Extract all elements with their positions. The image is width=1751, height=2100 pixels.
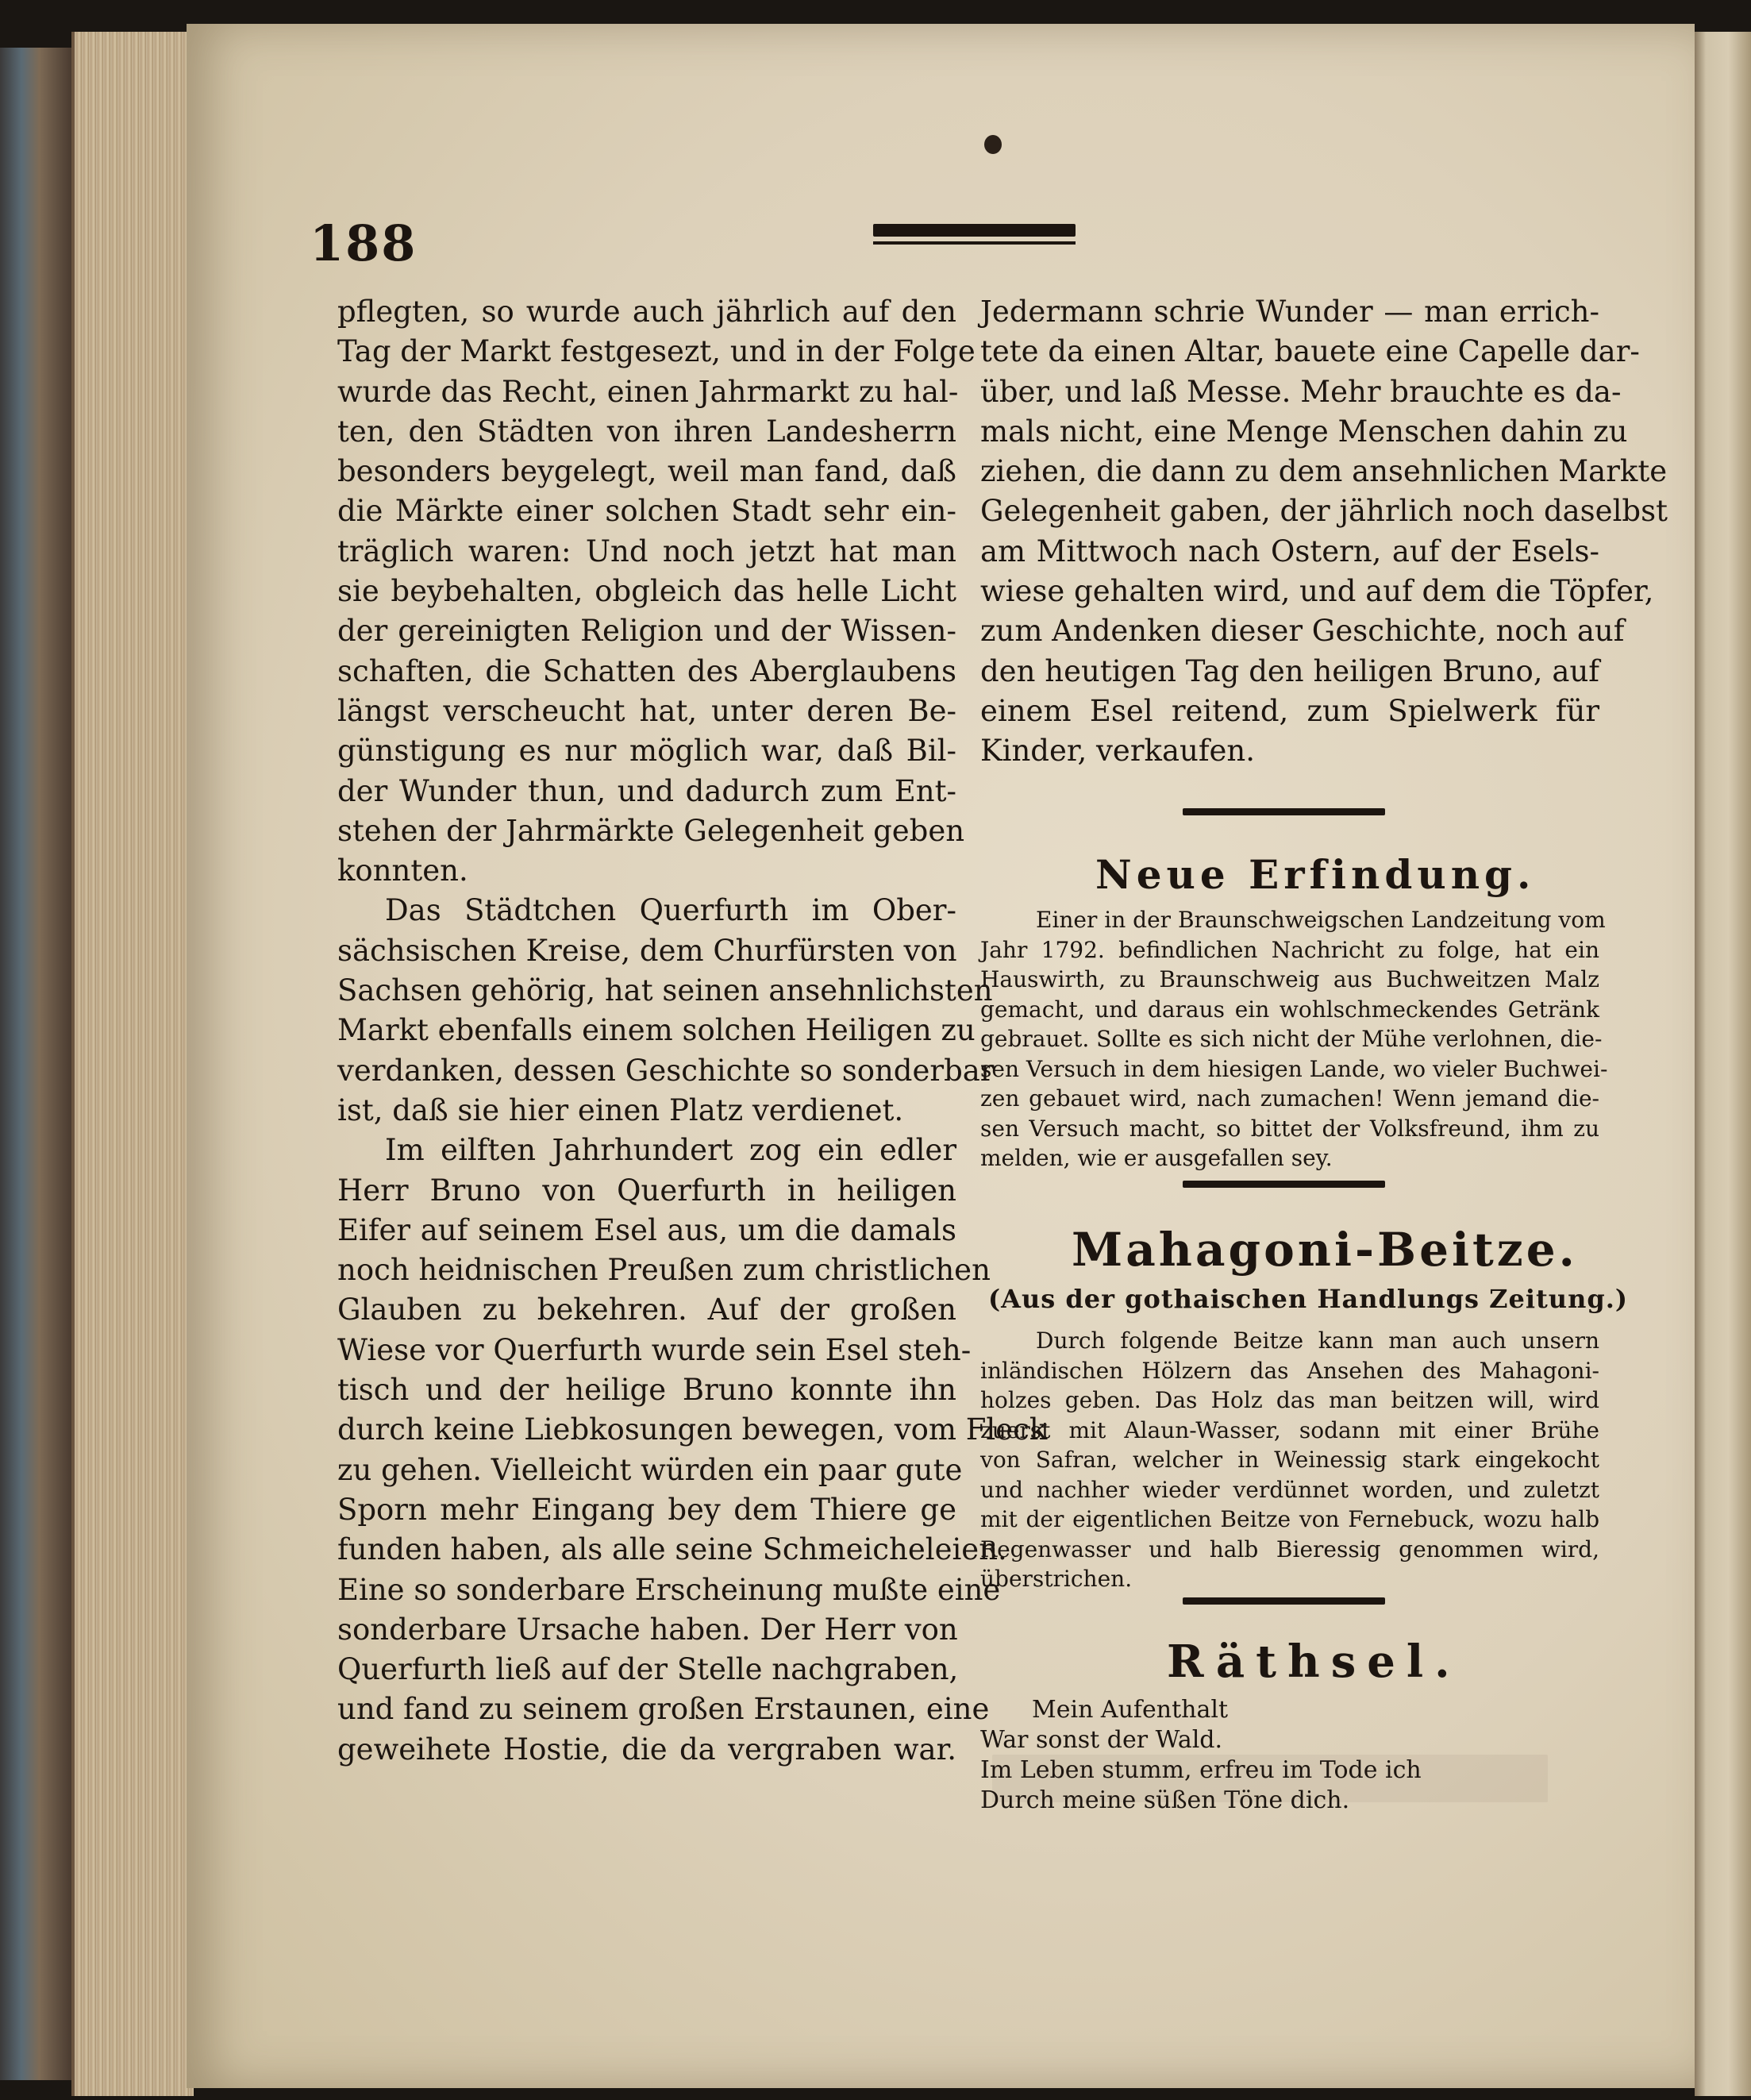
paragraph-start-line: Im eilften Jahrhundert zog ein edler bbox=[385, 1133, 956, 1168]
paragraph-start-line: Das Städtchen Querfurth im Ober- bbox=[385, 893, 956, 928]
text-line: längst verscheucht hat, unter deren Be- bbox=[337, 693, 956, 728]
text-line: gebrauet. Sollte es sich nicht der Mühe verlohnen, die- bbox=[980, 1026, 1603, 1052]
text-line: Sporn mehr Eingang bey dem Thiere ge bbox=[337, 1492, 956, 1527]
text-line: ist, daß sie hier einen Platz verdienet. bbox=[337, 1092, 904, 1127]
text-line: Sachsen gehörig, hat seinen ansehnlichsten bbox=[337, 973, 993, 1008]
text-line: wiese gehalten wird, und auf dem die Töpfer, bbox=[980, 574, 1654, 609]
ink-spot bbox=[984, 135, 1002, 154]
text-line: funden haben, als alle seine Schmeicheleien. bbox=[337, 1532, 1007, 1567]
text-line: Jedermann schrie Wunder — man errich- bbox=[980, 295, 1599, 329]
text-line: holzes geben. Das Holz das man beitzen will, wird bbox=[980, 1387, 1599, 1413]
text-line: durch keine Liebkosungen bewegen, vom Fleck bbox=[337, 1412, 1048, 1447]
page-number: 188 bbox=[310, 214, 418, 272]
text-line: zuerst mit Alaun-Wasser, sodann mit einer Brühe bbox=[980, 1416, 1599, 1443]
text-line: Eifer auf seinem Esel aus, um die damals bbox=[337, 1212, 956, 1247]
text-line: tete da einen Altar, bauete eine Capelle dar- bbox=[980, 334, 1640, 369]
section-separator bbox=[1183, 1181, 1385, 1188]
text-line: Querfurth ließ auf der Stelle nachgraben, bbox=[337, 1652, 959, 1687]
text-line: überstrichen. bbox=[980, 1566, 1133, 1592]
text-line: Gelegenheit gaben, der jährlich noch daselbst bbox=[980, 494, 1668, 529]
text-line: Tag der Markt festgesezt, und in der Folge bbox=[337, 334, 976, 369]
book-cover-edge bbox=[0, 48, 71, 2080]
text-line: sächsischen Kreise, dem Churfürsten von bbox=[337, 933, 957, 968]
text-line: sie beybehalten, obgleich das helle Licht bbox=[337, 574, 956, 609]
text-line: verdanken, dessen Geschichte so sonderbar bbox=[337, 1053, 995, 1088]
section-title-mahagoni-beitze: Mahagoni-Beitze. bbox=[1072, 1223, 1578, 1277]
text-line: Herr Bruno von Querfurth in heiligen bbox=[337, 1173, 956, 1208]
text-line: von Safran, welcher in Weinessig stark eingekocht bbox=[980, 1447, 1599, 1473]
text-line: ziehen, die dann zu dem ansehnlichen Markte bbox=[980, 454, 1668, 489]
text-line: den heutigen Tag den heiligen Bruno, auf bbox=[980, 653, 1599, 688]
text-line: besonders beygelegt, weil man fand, daß bbox=[337, 454, 956, 489]
text-line: mals nicht, eine Menge Menschen dahin zu bbox=[980, 414, 1628, 449]
text-line: wurde das Recht, einen Jahrmarkt zu hal- bbox=[337, 374, 959, 409]
section-title-raethsel: Räthsel. bbox=[1167, 1636, 1461, 1688]
text-line: inländischen Hölzern das Ansehen des Mahagoni- bbox=[980, 1357, 1599, 1384]
text-line: zum Andenken dieser Geschichte, noch auf bbox=[980, 614, 1625, 649]
text-line: ten, den Städten von ihren Landesherrn bbox=[337, 414, 956, 449]
text-line: Kinder, verkaufen. bbox=[980, 734, 1256, 769]
text-line: der gereinigten Religion und der Wissen- bbox=[337, 614, 956, 649]
section-title-neue-erfindung: Neue Erfindung. bbox=[1095, 851, 1536, 898]
text-line: über, und laß Messe. Mehr brauchte es da- bbox=[980, 374, 1622, 409]
text-line: zen gebauet wird, nach zumachen! Wenn jemand die- bbox=[980, 1085, 1599, 1112]
text-line: sen Versuch macht, so bittet der Volksfreund, ihm zu bbox=[980, 1115, 1599, 1142]
text-line: und nachher wieder verdünnet worden, und zuletzt bbox=[980, 1476, 1599, 1503]
text-line: tisch und der heilige Bruno konnte ihn bbox=[337, 1373, 956, 1408]
text-line: pflegten, so wurde auch jährlich auf den bbox=[337, 295, 956, 329]
show-through-smudge bbox=[992, 1755, 1548, 1802]
right-column bbox=[980, 292, 1668, 772]
section-body-neue-erfindung bbox=[980, 905, 1608, 1173]
text-line: Markt ebenfalls einem solchen Heiligen zu bbox=[337, 1013, 976, 1048]
header-rule bbox=[873, 224, 1076, 237]
section-separator bbox=[1183, 808, 1385, 815]
text-line: Regenwasser und halb Bieressig genommen wird, bbox=[980, 1536, 1599, 1562]
text-line: und fand zu seinem großen Erstaunen, eine bbox=[337, 1692, 990, 1727]
text-line: träglich waren: Und noch jetzt hat man bbox=[337, 534, 956, 568]
text-line: Hauswirth, zu Braunschweig aus Buchweitzen Malz bbox=[980, 966, 1599, 992]
text-line: einem Esel reitend, zum Spielwerk für bbox=[980, 693, 1599, 728]
text-line: Wiese vor Querfurth wurde sein Esel steh- bbox=[337, 1332, 972, 1367]
section-body-mahagoni-beitze bbox=[980, 1326, 1599, 1594]
facing-page-edge bbox=[1695, 32, 1751, 2096]
poem-line: Mein Aufenthalt bbox=[1032, 1696, 1229, 1724]
poem-line: Durch meine süßen Töne dich. bbox=[980, 1786, 1350, 1814]
text-line: schaften, die Schatten des Aberglaubens bbox=[337, 653, 956, 688]
text-line: zu gehen. Vielleicht würden ein paar gute bbox=[337, 1452, 963, 1487]
text-line: konnten. bbox=[337, 853, 468, 888]
text-line: am Mittwoch nach Ostern, auf der Esels- bbox=[980, 534, 1599, 568]
text-line: die Märkte einer solchen Stadt sehr ein- bbox=[337, 494, 956, 529]
text-line: melden, wie er ausgefallen sey. bbox=[980, 1145, 1333, 1171]
left-column bbox=[337, 292, 1048, 1770]
text-line: sen Versuch in dem hiesigen Lande, wo vieler Buchwei- bbox=[980, 1055, 1608, 1082]
text-line: Glauben zu bekehren. Auf der großen bbox=[337, 1293, 956, 1327]
text-line: gemacht, und daraus ein wohlschmeckendes Getränk bbox=[980, 996, 1599, 1023]
text-line: Durch folgende Beitze kann man auch unsern bbox=[1036, 1327, 1599, 1354]
text-line: noch heidnischen Preußen zum christlichen bbox=[337, 1253, 991, 1288]
text-line: mit der eigentlichen Beitze von Fernebuck, wozu halb bbox=[980, 1506, 1599, 1532]
text-line: Einer in der Braunschweigschen Landzeitung vom bbox=[1036, 907, 1606, 933]
text-line: stehen der Jahrmärkte Gelegenheit geben bbox=[337, 813, 965, 848]
poem-line: War sonst der Wald. bbox=[980, 1726, 1223, 1754]
section-separator bbox=[1183, 1597, 1385, 1605]
page-stack-edge bbox=[71, 32, 194, 2096]
section-subtitle: (Aus der gothaischen Handlungs Zeitung.) bbox=[988, 1284, 1628, 1314]
text-line: sonderbare Ursache haben. Der Herr von bbox=[337, 1612, 958, 1647]
text-line: Jahr 1792. befindlichen Nachricht zu folge, hat ein bbox=[980, 936, 1599, 963]
text-line: geweihete Hostie, die da vergraben war. bbox=[337, 1732, 956, 1767]
text-line: Eine so sonderbare Erscheinung mußte eine bbox=[337, 1572, 1001, 1607]
text-line: der Wunder thun, und dadurch zum Ent- bbox=[337, 773, 956, 808]
poem-line: Im Leben stumm, erfreu im Tode ich bbox=[980, 1756, 1422, 1784]
text-line: günstigung es nur möglich war, daß Bil- bbox=[337, 734, 956, 769]
